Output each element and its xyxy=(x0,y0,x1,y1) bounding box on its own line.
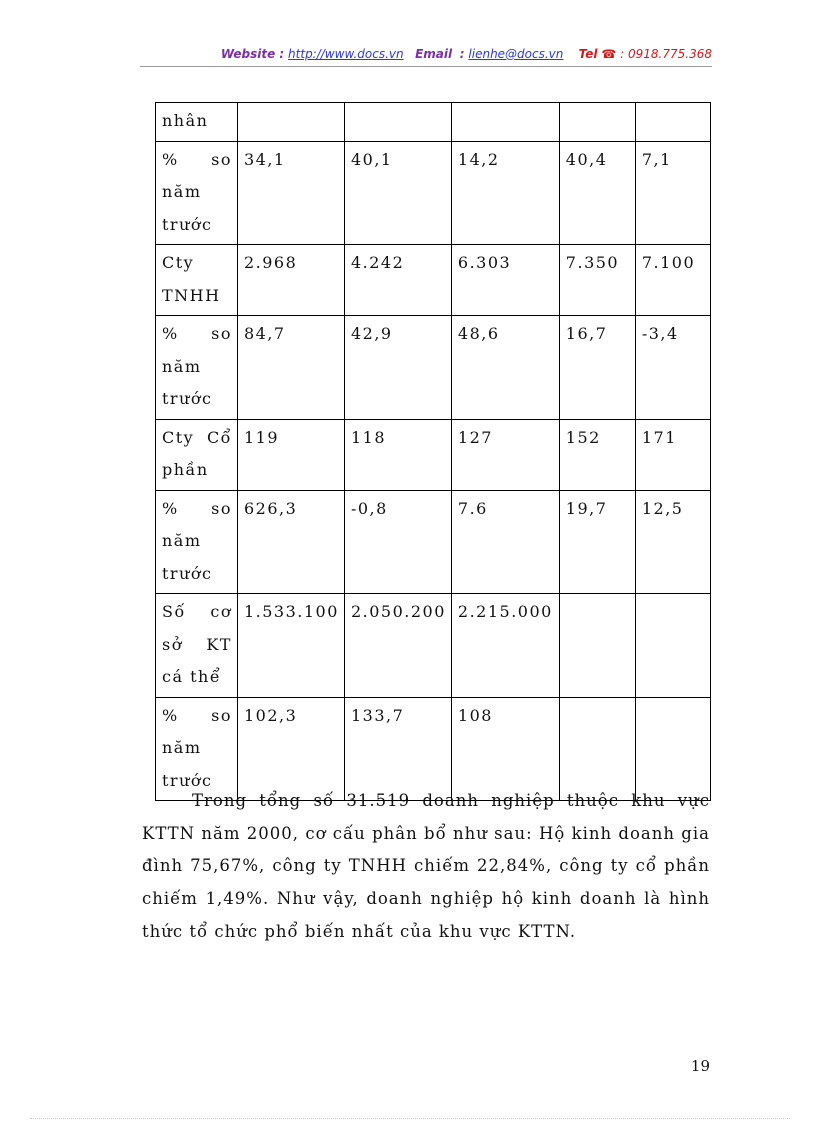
table-cell: 14,2 xyxy=(451,141,559,245)
row-label: % so năm trước xyxy=(156,490,238,594)
table-cell: 152 xyxy=(559,419,635,490)
table-row xyxy=(156,594,711,698)
table-cell: 108 xyxy=(451,697,559,801)
table-cell: 171 xyxy=(635,419,710,490)
table-cell: 119 xyxy=(237,419,344,490)
table-row xyxy=(156,316,711,420)
table-cell: 84,7 xyxy=(237,316,344,420)
table-cell: 7.350 xyxy=(559,245,635,316)
phone-number: : 0918.775.368 xyxy=(620,47,712,61)
table-cell: 7.6 xyxy=(451,490,559,594)
table-cell: 40,4 xyxy=(559,141,635,245)
row-label: Cty TNHH xyxy=(156,245,238,316)
table-cell xyxy=(635,594,710,698)
table-cell: 16,7 xyxy=(559,316,635,420)
table-cell xyxy=(559,594,635,698)
table-row xyxy=(156,419,711,490)
table-cell xyxy=(237,103,344,142)
row-label: % so năm trước xyxy=(156,697,238,801)
footer-divider xyxy=(30,1118,790,1119)
table-cell: 626,3 xyxy=(237,490,344,594)
table-row xyxy=(156,103,711,142)
table-cell: 118 xyxy=(344,419,451,490)
table-cell: 2.215.000 xyxy=(451,594,559,698)
table-cell: 4.242 xyxy=(344,245,451,316)
table-cell: 34,1 xyxy=(237,141,344,245)
email-label: Email xyxy=(415,47,453,61)
phone-icon: ☎ xyxy=(601,47,617,61)
website-link[interactable]: http://www.docs.vn xyxy=(288,47,404,61)
table-row xyxy=(156,490,711,594)
table-cell: 19,7 xyxy=(559,490,635,594)
table-cell xyxy=(344,103,451,142)
table-cell: 42,9 xyxy=(344,316,451,420)
page-number: 19 xyxy=(690,1057,710,1075)
table-cell xyxy=(559,103,635,142)
table-cell: 6.303 xyxy=(451,245,559,316)
tel-label: Tel xyxy=(578,47,598,61)
row-label: Cty Cổ phần xyxy=(156,419,238,490)
email-separator: : xyxy=(459,47,465,61)
table-cell: 1.533.100 xyxy=(237,594,344,698)
table-cell: 2.050.200 xyxy=(344,594,451,698)
website-label: Website : xyxy=(220,47,285,61)
table-cell: 48,6 xyxy=(451,316,559,420)
table-cell: -3,4 xyxy=(635,316,710,420)
row-label: Số cơ sở KT cá thể xyxy=(156,594,238,698)
table-cell: 133,7 xyxy=(344,697,451,801)
email-link[interactable]: lienhe@docs.vn xyxy=(468,47,564,61)
page-header xyxy=(140,47,712,61)
table-cell: 7,1 xyxy=(635,141,710,245)
table-cell: 40,1 xyxy=(344,141,451,245)
row-label: % so năm trước xyxy=(156,316,238,420)
table-cell xyxy=(635,103,710,142)
header-divider xyxy=(140,66,712,67)
row-label: % so năm trước xyxy=(156,141,238,245)
row-label: nhân xyxy=(156,103,238,142)
table-cell xyxy=(451,103,559,142)
body-paragraph: Trong tổng số 31.519 doanh nghiệp thuộc khu vực KTTN năm 2000, cơ cấu phân bổ như sau: Hộ kinh doanh gia đình 75,67%, công ty TNHH chiếm 22,84%, công ty cổ phần chiếm 1,49%. Như vậy, doanh nghiệp hộ kinh doanh là hình thức tổ chức phổ biến nhất của khu vực KTTN. xyxy=(142,791,710,941)
table-cell: 12,5 xyxy=(635,490,710,594)
table-cell: -0,8 xyxy=(344,490,451,594)
table-cell: 127 xyxy=(451,419,559,490)
table-cell: 2.968 xyxy=(237,245,344,316)
table-cell: 102,3 xyxy=(237,697,344,801)
table-row xyxy=(156,245,711,316)
table-cell: 7.100 xyxy=(635,245,710,316)
table-row xyxy=(156,141,711,245)
statistics-table xyxy=(155,102,711,801)
